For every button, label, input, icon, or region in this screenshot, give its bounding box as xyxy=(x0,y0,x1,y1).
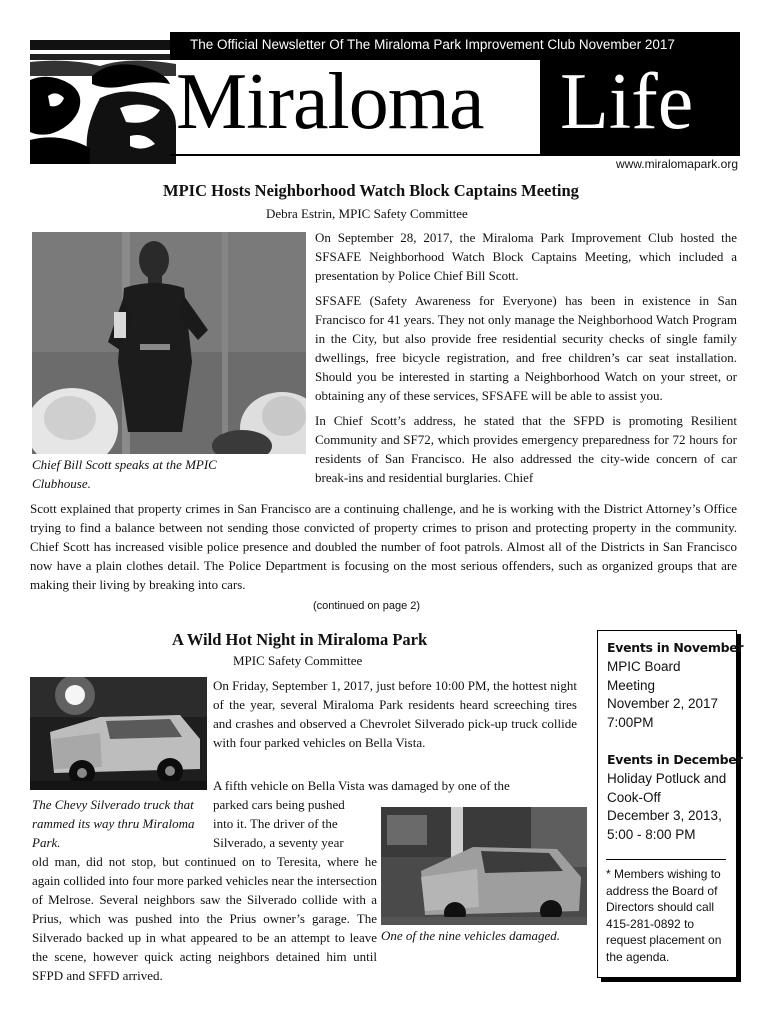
photo-chief-scott-caption: Chief Bill Scott speaks at the MPIC Clubhouse. xyxy=(32,457,217,491)
events-november-heading: Events in November xyxy=(607,640,744,655)
board-contact-note: * Members wishing to address the Board of Directors should call 415-281-0892 to request placement on the agenda. xyxy=(606,859,726,965)
article2-paragraph-2-line: A fifth vehicle on Bella Vista was damaged by one of the xyxy=(213,778,510,793)
article1-paragraph: SFSAFE (Safety Awareness for Everyone) has been in existence in San Francisco for 41 years. They not only manage the Neighborhood Watch Program in the City, but also provide free residential security checks of single family dwellings, free bicycle registration, and free children’s car seat installation. Should you be interested in starting a Neighborhood Watch on your street, or obtaining any of these services, SFSAFE will be able to assist you. xyxy=(315,293,737,403)
article2-headline: A Wild Hot Night in Miraloma Park xyxy=(172,630,428,649)
article1-byline: Debra Estrin, MPIC Safety Committee xyxy=(266,206,468,221)
masthead-tagline: The Official Newsletter Of The Miraloma Park Improvement Club November 2017 xyxy=(190,37,675,52)
events-november-item: MPIC Board Meeting xyxy=(607,659,681,693)
continued-on-page-2: (continued on page 2) xyxy=(313,600,421,612)
article2-paragraph-2-rest: old man, did not stop, but continued on to Teresita, where he again collided into four more parked vehicles near the intersection of Melrose. Several neighbors saw the Silverado collide with a Prius, which was pushed into the Prius owner’s garage. The Silverado backed up in what appeared to be an attempt to leave the scene, however quick acting neighbors detained him until SFPD and SFFD arrived. xyxy=(32,854,377,983)
masthead-rule xyxy=(170,154,740,156)
photo-damaged-vehicle-caption: One of the nine vehicles damaged. xyxy=(381,928,561,943)
photo-silverado-caption: The Chevy Silverado truck that rammed its way thru Miraloma Park. xyxy=(32,797,195,850)
article2-paragraph-2-line: parked cars being pushed xyxy=(213,797,345,812)
article1-headline: MPIC Hosts Neighborhood Watch Block Captains Meeting xyxy=(163,181,579,200)
events-december-item: Holiday Potluck and Cook-Off xyxy=(607,771,727,805)
events-november-time: 7:00PM xyxy=(607,715,654,730)
masthead-title-miraloma: Miraloma xyxy=(176,58,484,146)
article1-paragraph-continued: Scott explained that property crimes in San Francisco are a continuing challenge, and he is working with the District Attorney’s Office trying to find a balance between not sending those convicted of property crimes to prison and protecting property in the community. Chief Scott has increased visible police presence and doubled the number of foot patrols. Almost all of the Districts in San Francisco now have a plain clothes detail. The Police Department is focusing on the most serious offenders, such as organized groups that are making their living by breaking into cars. xyxy=(30,501,737,592)
events-december-heading: Events in December xyxy=(607,752,743,767)
events-november-date: November 2, 2017 xyxy=(607,696,719,711)
masthead-title-life: Life xyxy=(560,58,694,146)
events-sidebar xyxy=(597,630,744,978)
article1-paragraph: In Chief Scott’s address, he stated that the SFPD is promoting Resilient Community and SF72, which provides emergency preparedness for 72 hours for residents of San Francisco. He also addressed the city-wide concern of car break-ins and residential burglaries. Chief xyxy=(315,413,737,485)
article2-paragraph-2-line: into it. The driver of the xyxy=(213,816,338,831)
masthead-logo-artwork xyxy=(30,36,176,164)
website-url[interactable]: www.miralomapark.org xyxy=(615,157,738,171)
article1-paragraph: On September 28, 2017, the Miraloma Park Improvement Club hosted the SFSAFE Neighborhood Watch Block Captains Meeting, which included a presentation by Police Chief Bill Scott. xyxy=(315,230,737,283)
events-december-time: 5:00 - 8:00 PM xyxy=(607,827,696,842)
events-december-date: December 3, 2013, xyxy=(607,808,722,823)
article2-byline: MPIC Safety Committee xyxy=(233,653,363,668)
photo-chief-scott xyxy=(32,232,306,454)
article2-paragraph-1: On Friday, September 1, 2017, just before 10:00 PM, the hottest night of the year, several Miraloma Park residents heard screeching tires and crashes and observed a Chevrolet Silverado pick-up truck collide with four parked vehicles on Bella Vista. xyxy=(213,678,577,750)
photo-silverado-truck xyxy=(30,677,207,790)
article2-paragraph-2-line: Silverado, a seventy year xyxy=(213,835,344,850)
photo-damaged-vehicle xyxy=(381,807,587,925)
article1-column xyxy=(315,228,737,487)
